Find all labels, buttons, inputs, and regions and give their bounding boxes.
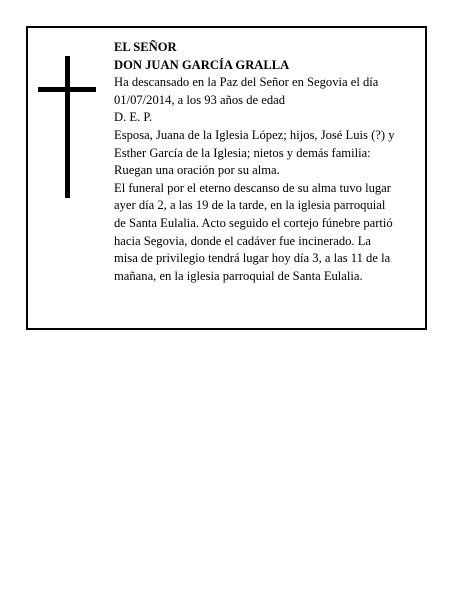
cross-vertical-bar — [65, 56, 70, 198]
notice-text — [114, 39, 420, 285]
cross-horizontal-bar — [38, 87, 96, 92]
death-announcement-line: Ha descansado en la Paz del Señor en Segovia el día — [114, 75, 379, 90]
rip-abbreviation: D. E. P. — [114, 110, 153, 125]
obituary-notice — [26, 26, 427, 330]
funeral-details-line: de Santa Eulalia. Acto seguido el cortejo fúnebre partió — [114, 215, 393, 230]
funeral-details-line: hacia Segovia, donde el cadáver fue incinerado. La — [114, 233, 371, 248]
cross-icon — [38, 56, 96, 198]
death-date-age-line: 01/07/2014, a los 93 años de edad — [114, 92, 286, 107]
mass-details-line: mañana, en la iglesia parroquial de Santa Eulalia. — [114, 268, 363, 283]
prayer-request-line: Ruegan una oración por su alma. — [114, 163, 280, 178]
deceased-name: DON JUAN GARCÍA GRALLA — [114, 57, 290, 72]
funeral-details-line: ayer día 2, a las 19 de la tarde, en la iglesia parroquial — [114, 198, 386, 213]
family-line: Esther García de la Iglesia; nietos y demás familia: — [114, 145, 371, 160]
mass-details-line: misa de privilegio tendrá lugar hoy día 3, a las 11 de la — [114, 251, 391, 266]
family-line: Esposa, Juana de la Iglesia López; hijos, José Luis (?) y — [114, 127, 395, 142]
funeral-details-line: El funeral por el eterno descanso de su alma tuvo lugar — [114, 180, 391, 195]
notice-title: EL SEÑOR — [114, 40, 177, 54]
